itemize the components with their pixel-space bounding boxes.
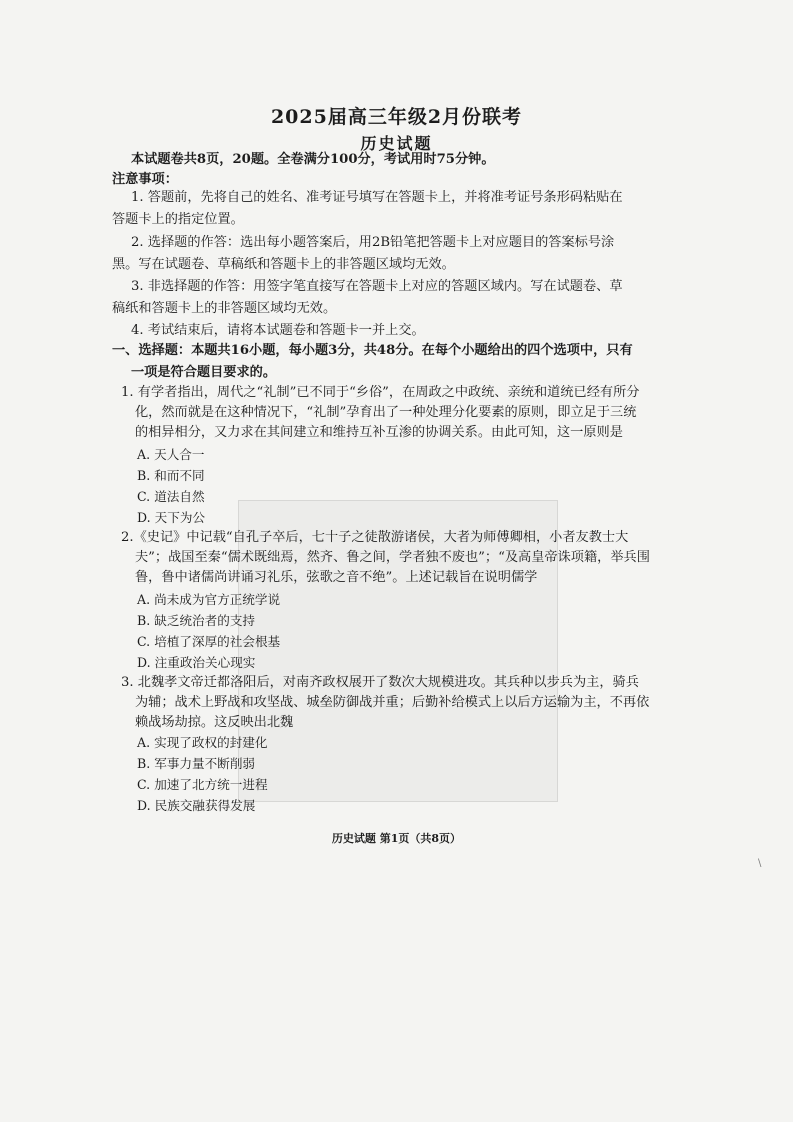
question-2-line2: 夫”；战国至秦“儒术既绌焉，然齐、鲁之间，学者独不废也”；“及高皇帝诛项籍，举兵围 (135, 550, 650, 565)
question-2-line1: 2.《史记》中记载“自孔子卒后，七十子之徒散游诸侯，大者为师傅卿相，小者友教士大 (121, 530, 629, 545)
notice-item-2-line1: 2. 选择题的作答：选出每小题答案后，用2B铅笔把答题卡上对应题目的答案标号涂 (131, 235, 615, 250)
notice-item-1-line2: 答题卡上的指定位置。 (112, 212, 244, 227)
question-3-line2: 为辅；战术上野战和攻坚战、城垒防御战并重；后勤补给模式上以后方运输为主，不再依 (135, 695, 650, 710)
page-footer: 历史试题 第1页（共8页） (331, 832, 462, 845)
notice-item-4: 4. 考试结束后，请将本试题卷和答题卡一并上交。 (131, 323, 425, 338)
question-1-line2: 化，然而就是在这种情况下，“礼制”孕育出了一种处理分化要素的原则，即立足于三统 (135, 405, 637, 420)
question-1-line1: 1. 有学者指出，周代之“礼制”已不同于“乡俗”，在周政之中政统、亲统和道统已经有所分 (121, 385, 640, 400)
exam-title: 2025届高三年级2月份联考 (270, 106, 523, 128)
notice-item-3-line2: 稿纸和答题卡上的非答题区域均无效。 (112, 301, 337, 316)
question-2-option-d: D. 注重政治关心现实 (137, 655, 256, 670)
question-1-option-c: C. 道法自然 (137, 489, 205, 504)
scan-mark: \ (758, 858, 762, 869)
notice-item-3-line1: 3. 非选择题的作答：用签字笔直接写在答题卡上对应的答题区域内。写在试题卷、草 (131, 279, 623, 294)
notice-heading: 注意事项： (112, 172, 178, 187)
question-2-option-b: B. 缺乏统治者的支持 (137, 613, 256, 628)
question-2-option-c: C. 培植了深厚的社会根基 (137, 634, 281, 649)
question-1-option-b: B. 和而不同 (137, 468, 205, 483)
question-1-line3: 的相异相分，又力求在其间建立和维持互补互渗的协调关系。由此可知，这一原则是 (135, 425, 623, 440)
question-2-option-a: A. 尚未成为官方正统学说 (137, 592, 281, 607)
section-heading-line1: 一、选择题：本题共16小题，每小题3分，共48分。在每个小题给出的四个选项中，只有 (112, 343, 633, 358)
notice-item-2-line2: 黑。写在试题卷、草稿纸和答题卡上的非答题区域均无效。 (112, 257, 455, 272)
notice-item-1-line1: 1. 答题前，先将自己的姓名、准考证号填写在答题卡上，并将准考证号条形码粘贴在 (131, 190, 623, 205)
exam-info: 本试题卷共8页，20题。全卷满分100分，考试用时75分钟。 (131, 152, 495, 167)
question-3-line3: 赖战场劫掠。这反映出北魏 (135, 715, 294, 730)
question-3-option-a: A. 实现了政权的封建化 (137, 735, 268, 750)
question-3-option-c: C. 加速了北方统一进程 (137, 777, 268, 792)
question-3-option-b: B. 军事力量不断削弱 (137, 756, 256, 771)
question-1-option-d: D. 天下为公 (137, 510, 206, 525)
exam-subject: 历史试题 (360, 134, 433, 153)
question-2-line3: 鲁，鲁中诸儒尚讲诵习礼乐，弦歌之音不绝”。上述记载旨在说明儒学 (135, 570, 538, 585)
question-3-line1: 3. 北魏孝文帝迁都洛阳后，对南齐政权展开了数次大规模进攻。其兵种以步兵为主，骑兵 (121, 675, 639, 690)
question-1-option-a: A. 天人合一 (137, 447, 205, 462)
question-3-option-d: D. 民族交融获得发展 (137, 798, 256, 813)
section-heading-line2: 一项是符合题目要求的。 (131, 365, 277, 380)
